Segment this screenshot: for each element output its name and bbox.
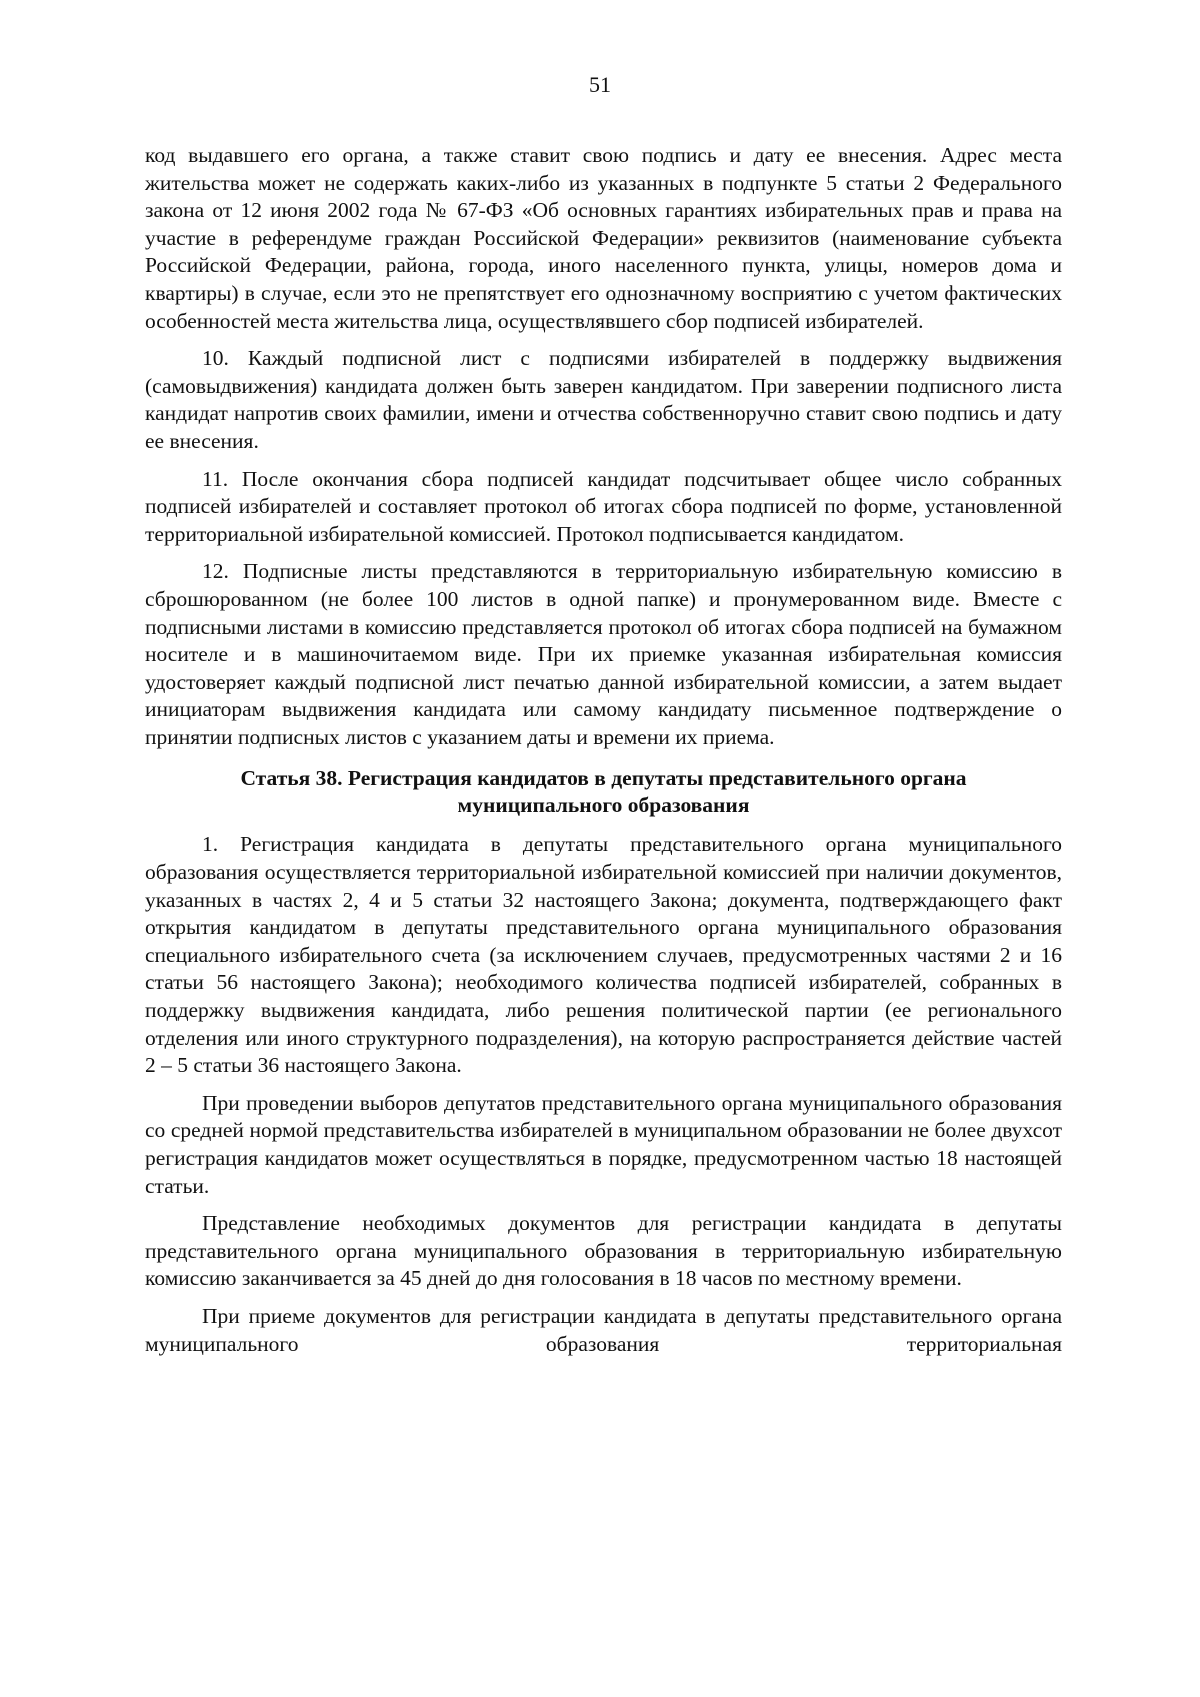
- paragraph-article38-para-4: При приеме документов для регистрации кандидата в депутаты представительного органа муниципального образования территориальная: [145, 1303, 1062, 1356]
- paragraph-item-11: 11. После окончания сбора подписей кандидат подсчитывает общее число собранных подписей избирателей и составляет протокол об итогах сбора подписей по форме, установленной территориальной избирательной комиссией. Протокол подписывается кандидатом.: [145, 466, 1062, 546]
- article-heading-line-2: муниципального образования: [457, 793, 750, 818]
- paragraph-item-12: 12. Подписные листы представляются в территориальную избирательную комиссию в сброшюрованном (не более 100 листов в одной папке) и пронумерованном виде. Вместе с подписными листами в комиссию представляется протокол об итогах сбора подписей на бумажном носителе и в машиночитаемом виде. При их приемке указанная избирательная комиссия удостоверяет каждый подписной лист печатью данной избирательной комиссии, а затем выдает инициаторам выдвижения кандидата или самому кандидату письменное подтверждение о принятии подписных листов с указанием даты и времени их приема.: [145, 559, 1062, 749]
- paragraph-article38-para-2: При проведении выборов депутатов представительного органа муниципального образования со средней нормой представительства избирателей в муниципальном образовании не более двухсот регистрация кандидатов может осуществляться в порядке, предусмотренном частью 18 настоящей статьи.: [145, 1090, 1062, 1198]
- paragraph-continuation: код выдавшего его органа, а также ставит свою подпись и дату ее внесения. Адрес места жительства может не содержать каких-либо из указанных в подпункте 5 статьи 2 Федерального закона от 12 июня 2002 года № 67-ФЗ «Об основных гарантиях избирательных прав и права на участие в референдуме граждан Российской Федерации» реквизитов (наименование субъекта Российской Федерации, района, города, иного населенного пункта, улицы, номеров дома и квартиры) в случае, если это не препятствует его однозначному восприятию с учетом фактических особенностей места жительства лица, осуществлявшего сбор подписей избирателей.: [145, 143, 1062, 333]
- article-heading: [145, 765, 1062, 819]
- paragraph-article38-para-3: Представление необходимых документов для регистрации кандидата в депутаты представительного органа муниципального образования в территориальную избирательную комиссию заканчивается за 45 дней до дня голосования в 18 часов по местному времени.: [145, 1211, 1062, 1291]
- paragraph-item-10: 10. Каждый подписной лист с подписями избирателей в поддержку выдвижения (самовыдвижения) кандидата должен быть заверен кандидатом. При заверении подписного листа кандидат напротив своих фамилии, имени и отчества собственноручно ставит свою подпись и дату ее внесения.: [145, 346, 1062, 453]
- paragraph-article38-item-1: 1. Регистрация кандидата в депутаты представительного органа муниципального образования осуществляется территориальной избирательной комиссией при наличии документов, указанных в частях 2, 4 и 5 статьи 32 настоящего Закона; документа, подтверждающего факт открытия кандидатом в депутаты представительного органа муниципального образования специального избирательного счета (за исключением случаев, предусмотренных частями 2 и 16 статьи 56 настоящего Закона); необходимого количества подписей избирателей, собранных в поддержку выдвижения кандидата, либо решения политической партии (ее регионального отделения или иного структурного подразделения), на которую распространяется действие частей 2 – 5 статьи 36 настоящего Закона.: [145, 832, 1062, 1078]
- article-heading-line-1: Статья 38. Регистрация кандидатов в депутаты представительного органа: [240, 766, 967, 791]
- document-body: [145, 142, 1062, 1368]
- page-number: 51: [589, 72, 611, 97]
